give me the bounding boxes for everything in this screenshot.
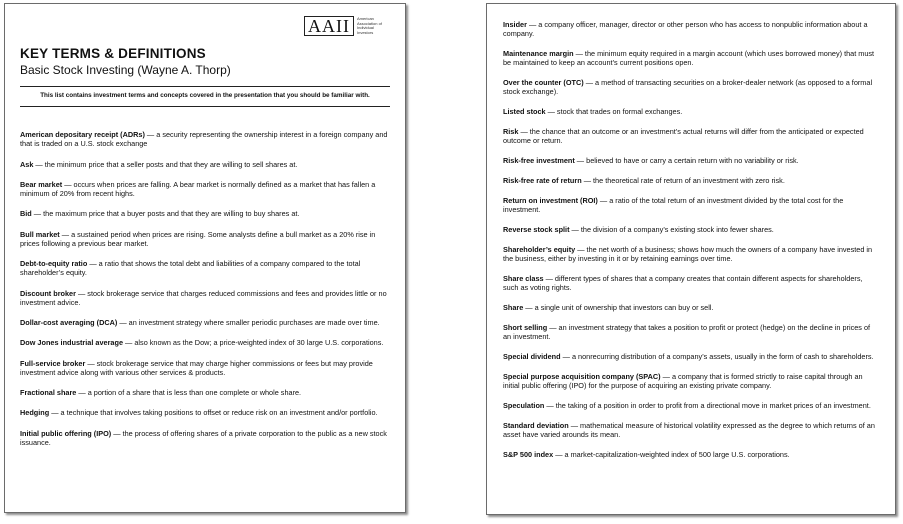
term-definition: — the minimum price that a seller posts and that they are willing to sell shares at. [33, 159, 298, 169]
term-entry [20, 338, 388, 347]
term-name: Special dividend [503, 352, 561, 362]
term-name: Bull market [20, 229, 60, 239]
aaii-logo [304, 16, 387, 36]
term-definition: — a ratio that shows the total debt and liabilities of a company compared to the total shareholder’s equity. [20, 259, 361, 278]
term-definition: — the minimum equity required in a margin account (which uses borrowed money) that must be maintained to keep an account’s current positions open. [503, 49, 875, 68]
term-definition: — a security representing the ownership interest in a foreign company and that is traded on a U.S. stock exchange [20, 130, 388, 149]
terms-list-left [20, 130, 388, 458]
term-entry [20, 130, 388, 148]
term-name: Standard deviation [503, 421, 569, 431]
term-name: Bid [20, 209, 32, 219]
term-entry [503, 127, 879, 145]
term-entry [20, 209, 388, 218]
term-definition: — a sustained period when prices are rising. Some analysts define a bull market as a 20% rise in prices following a previous bear market. [20, 229, 376, 248]
term-entry [503, 156, 879, 165]
term-name: Return on investment (ROI) [503, 196, 598, 206]
term-entry [503, 245, 879, 263]
term-definition: — believed to have or carry a certain return with no variability or risk. [574, 156, 799, 166]
term-definition: — also known as the Dow; a price-weighted index of 30 large U.S. corporations. [123, 338, 384, 348]
term-entry [20, 160, 388, 169]
term-name: Short selling [503, 323, 548, 333]
term-name: Dollar-cost averaging (DCA) [20, 318, 118, 328]
document-page-left [4, 3, 406, 513]
term-name: Discount broker [20, 288, 76, 298]
term-name: Hedging [20, 408, 50, 418]
term-definition: — stock brokerage service that charges reduced commissions and fees and provides little or no investment advice. [20, 288, 387, 307]
term-name: Initial public offering (IPO) [20, 428, 112, 438]
term-definition: — different types of shares that a company creates that contain different aspects for shareholders, such as voting rights. [503, 274, 863, 293]
term-name: Bear market [20, 179, 63, 189]
term-definition: — a company that is formed strictly to raise capital through an initial public offering (IPO) for the purpose of acquiring an existing private company. [503, 372, 863, 391]
term-entry [20, 289, 388, 307]
term-name: Fractional share [20, 388, 77, 398]
term-entry [503, 78, 879, 96]
page-title: KEY TERMS & DEFINITIONS [20, 46, 206, 61]
term-entry [20, 259, 388, 277]
term-name: Reverse stock split [503, 225, 570, 235]
term-definition: — mathematical measure of historical volatility expressed as the degree to which returns of an asset have varied arounds its mean. [503, 421, 875, 440]
term-entry [503, 450, 879, 459]
term-name: Listed stock [503, 107, 546, 117]
term-definition: — a ratio of the total return of an investment divided by the total cost for the investment. [503, 196, 844, 215]
term-entry [503, 225, 879, 234]
term-entry [503, 20, 879, 38]
term-name: S&P 500 index [503, 450, 554, 460]
term-name: Debt-to-equity ratio [20, 259, 88, 269]
logo-org-name: American Association of Individual Investors [357, 16, 382, 35]
term-name: Over the counter (OTC) [503, 78, 584, 88]
term-definition: — an investment strategy that takes a position to profit or protect (hedge) on the decline in prices of an investment. [503, 323, 871, 342]
term-entry [503, 107, 879, 116]
term-entry [503, 196, 879, 214]
term-definition: — a nonrecurring distribution of a company’s assets, usually in the form of cash to shareholders. [560, 352, 874, 362]
term-name: Ask [20, 159, 34, 169]
term-entry [20, 318, 388, 327]
term-entry [503, 352, 879, 361]
term-definition: — stock that trades on formal exchanges. [545, 107, 683, 117]
term-definition: — a technique that involves taking positions to offset or reduce risk on an investment and/or portfolio. [49, 408, 378, 418]
term-entry [20, 408, 388, 417]
term-entry [20, 180, 388, 198]
divider-top [20, 86, 390, 87]
term-definition: — the process of offering shares of a private corporation to the public as a new stock issuance. [20, 428, 387, 447]
term-name: Share [503, 303, 524, 313]
term-name: Risk-free rate of return [503, 176, 582, 186]
term-entry [503, 176, 879, 185]
term-definition: — a single unit of ownership that investors can buy or sell. [523, 303, 714, 313]
term-name: Share class [503, 274, 544, 284]
intro-text: This list contains investment terms and concepts covered in the presentation that you should be familiar with. [40, 92, 370, 99]
term-entry [20, 359, 388, 377]
term-definition: — the chance that an outcome or an investment’s actual returns will differ from the anticipated or expected outcome or return. [503, 127, 864, 146]
term-entry [503, 274, 879, 292]
term-definition: — a company officer, manager, director or other person who has access to nonpublic information about a company. [503, 20, 868, 39]
term-entry [503, 401, 879, 410]
term-name: Speculation [503, 401, 545, 411]
term-entry [20, 429, 388, 447]
term-definition: — occurs when prices are falling. A bear market is normally defined as a market that has fallen a minimum of 20% from recent highs. [20, 179, 376, 198]
term-definition: — the maximum price that a buyer posts and that they are willing to buy shares at. [31, 209, 300, 219]
term-entry [20, 230, 388, 248]
term-definition: — the net worth of a business; shows how much the owners of a company have invested in the business, either by investing in it or by retaining earnings over time. [503, 245, 873, 264]
terms-list-right [503, 20, 879, 470]
term-name: Risk [503, 127, 519, 137]
term-entry [20, 388, 388, 397]
term-definition: — the taking of a position in order to profit from a directional move in market prices of an investment. [544, 401, 871, 411]
term-definition: — a market-capitalization-weighted index of 500 large U.S. corporations. [553, 450, 790, 460]
term-entry [503, 49, 879, 67]
term-name: Risk-free investment [503, 156, 575, 166]
term-definition: — a portion of a share that is less than one complete or whole share. [76, 388, 302, 398]
document-page-right [486, 3, 896, 515]
term-definition: — the division of a company’s existing stock into fewer shares. [569, 225, 774, 235]
term-name: Maintenance margin [503, 49, 574, 59]
term-name: Insider [503, 20, 527, 29]
term-definition: — stock brokerage service that may charge higher commissions or fees but may provide investment advice along with various other services & products. [20, 358, 373, 377]
term-definition: — a method of transacting securities on a broker-dealer network (as opposed to a formal stock exchange). [503, 78, 873, 97]
page-subtitle: Basic Stock Investing (Wayne A. Thorp) [20, 63, 231, 77]
term-name: American depositary receipt (ADRs) [20, 130, 145, 139]
term-entry [503, 372, 879, 390]
term-name: Full-service broker [20, 358, 86, 368]
divider-bottom [20, 106, 390, 107]
term-name: Dow Jones industrial average [20, 338, 124, 348]
term-entry [503, 303, 879, 312]
term-definition: — the theoretical rate of return of an investment with zero risk. [581, 176, 785, 186]
term-entry [503, 421, 879, 439]
term-name: Special purpose acquisition company (SPAC) [503, 372, 661, 382]
logo-letters: AAII [304, 16, 354, 36]
term-name: Shareholder’s equity [503, 245, 576, 255]
term-definition: — an investment strategy where smaller periodic purchases are made over time. [117, 318, 380, 328]
term-entry [503, 323, 879, 341]
